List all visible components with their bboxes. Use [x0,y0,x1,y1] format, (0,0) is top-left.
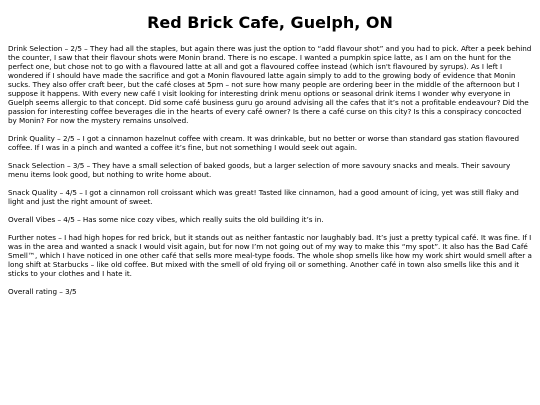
article-body [8,44,532,296]
paragraph-drink-quality: Drink Quality – 2/5 – I got a cinnamon hazelnut coffee with cream. It was drinkable, but no better or worse than standard gas station flavoured coffee. If I was in a pinch and wanted a coffee it’s fine, but not something I would seek out again. [8,134,520,152]
paragraph-drink-selection: Drink Selection – 2/5 – They had all the staples, but again there was just the option to “add flavour shot” and you had to pick. After a peek behind the counter, I saw that their flavour shots were Monin brand. There is no escape. I wanted a pumpkin spice latte, as I am on the hunt for the perfect one, but chose not to go with a flavoured latte at all and got a flavoured coffee instead (which isn't flavoured by syrups). As I left I wondered if I should have made the sacrifice and got a Monin flavoured latte again simply to add to the growing body of evidence that Monin sucks. They also offer craft beer, but the café closes at 5pm – not sure how many people are ordering beer in the middle of the afternoon but I suppose it happens. With every new café I visit looking for interesting drink menu options or seasonal drink items I wonder why everyone in Guelph seems allergic to that concept. Did some café business guru go around advising all the cafes that it’s not a profitable endeavour? Did the passion for interesting coffee beverages die in the hearts of every café owner? Is there a café curse on this city? Is this a conspiracy concocted by Monin? For now the mystery remains unsolved. [8,44,532,125]
paragraph-further-notes: Further notes – I had high hopes for red brick, but it stands out as neither fantastic nor laughably bad. It’s just a pretty typical café. It was fine. If I was in the area and wanted a snack I would visit again, but for now I’m not going out of my way to make this “my spot”. It also has the Bad Café Smell™, which I have noticed in one other café that sells more meal-type foods. The whole shop smells like how my work shirt would smell after a long shift at Starbucks – like old coffee. But mixed with the smell of old frying oil or something. Another café in town also smells like this and it sticks to your clothes and I hate it. [8,233,532,278]
paragraph-overall-rating: Overall rating – 3/5 [8,287,77,296]
paragraph-overall-vibes: Overall Vibes – 4/5 – Has some nice cozy vibes, which really suits the old building it’s in. [8,215,324,224]
paragraph-snack-selection: Snack Selection – 3/5 – They have a small selection of baked goods, but a larger selection of more savoury snacks and meals. Their savoury menu items look good, but nothing to write home about. [8,161,511,179]
paragraph-snack-quality: Snack Quality – 4/5 – I got a cinnamon roll croissant which was great! Tasted like cinnamon, had a good amount of icing, yet was still flaky and light and just the right amount of sweet. [8,188,519,206]
page-title: Red Brick Cafe, Guelph, ON [147,13,393,32]
